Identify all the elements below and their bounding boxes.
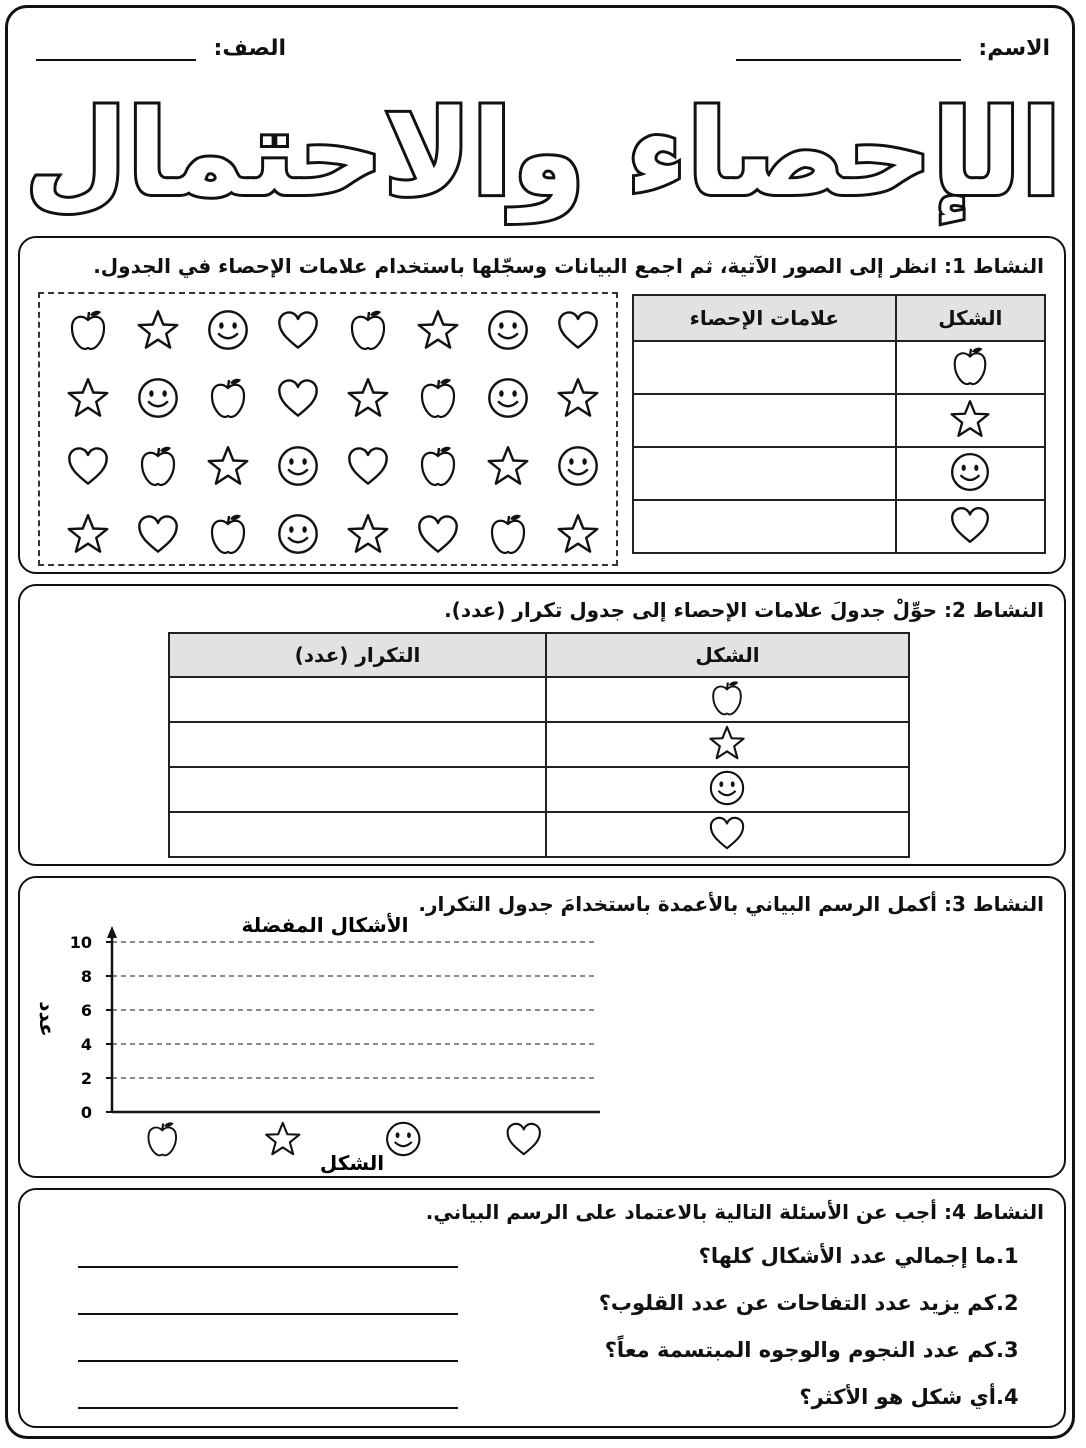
tally-table <box>632 294 1046 554</box>
apple-icon <box>206 512 250 556</box>
star-icon <box>206 444 250 488</box>
grid-cell <box>338 438 398 494</box>
grid-cell <box>198 438 258 494</box>
tally-row <box>633 341 1045 394</box>
frequency-cell[interactable] <box>169 812 546 857</box>
activity-1-box <box>18 236 1066 574</box>
apple-icon <box>66 308 110 352</box>
answer-line[interactable] <box>78 1313 458 1315</box>
grid-cell <box>338 370 398 426</box>
apple-icon <box>416 376 460 420</box>
heart-icon <box>708 814 746 852</box>
heart-icon <box>508 1124 540 1154</box>
class-field <box>36 36 286 61</box>
heart-icon <box>66 444 110 488</box>
smiley-icon <box>486 376 530 420</box>
star-icon <box>66 376 110 420</box>
question-3 <box>605 1338 1028 1362</box>
shape-cell <box>546 767 909 812</box>
grid-cell <box>198 370 258 426</box>
y-tick-label: 10 <box>69 933 92 952</box>
grid-cell <box>478 438 538 494</box>
smiley-icon <box>206 308 250 352</box>
y-tick-label: 2 <box>80 1069 92 1088</box>
activity-4-box <box>18 1188 1066 1428</box>
question-4 <box>799 1385 1028 1409</box>
class-label: الصف: <box>213 36 286 61</box>
grid-cell <box>548 370 608 426</box>
grid-cell <box>268 370 328 426</box>
grid-cell <box>408 302 468 358</box>
shape-grid <box>38 292 618 566</box>
shape-cell <box>896 394 1045 447</box>
smiley-icon <box>486 308 530 352</box>
frequency-row <box>169 677 909 722</box>
shape-cell <box>896 500 1045 553</box>
activity-2-box <box>18 584 1066 866</box>
name-line[interactable] <box>736 59 961 61</box>
heart-icon <box>949 504 991 546</box>
activity-1-instruction: النشاط 1: انظر إلى الصور الآتية، ثم اجمع البيانات وسجّلها باستخدام علامات الإحصاء في الجدول. <box>93 254 1044 278</box>
apple-icon <box>486 512 530 556</box>
star-icon <box>136 308 180 352</box>
frequency-row <box>169 722 909 767</box>
activity-4-instruction: النشاط 4: أجب عن الأسئلة التالية بالاعتماد على الرسم البياني. <box>425 1200 1044 1224</box>
shape-cell <box>896 341 1045 394</box>
shape-cell <box>546 722 909 767</box>
frequency-table <box>168 632 910 858</box>
question-number: 4. <box>996 1385 1019 1409</box>
smiley-icon <box>708 769 746 807</box>
heart-icon <box>276 308 320 352</box>
name-field <box>736 36 1050 61</box>
apple-icon <box>708 679 746 717</box>
question-1 <box>699 1244 1028 1268</box>
star-icon <box>949 398 991 440</box>
grid-cell <box>128 370 188 426</box>
grid-cell <box>478 302 538 358</box>
tally-header: علامات الإحصاء <box>633 295 896 341</box>
activity-3-box <box>18 876 1066 1178</box>
frequency-cell[interactable] <box>169 767 546 812</box>
star-icon <box>556 512 600 556</box>
shape-cell <box>546 677 909 722</box>
y-tick-label: 4 <box>80 1035 92 1054</box>
smiley-icon <box>387 1123 419 1155</box>
apple-icon <box>148 1122 176 1155</box>
page-title: الإحصاء والاحتمال <box>24 84 1062 222</box>
x-axis-label: الشكل <box>319 1151 385 1175</box>
frequency-row <box>169 812 909 857</box>
apple-icon <box>416 444 460 488</box>
star-icon <box>486 444 530 488</box>
question-number: 3. <box>996 1338 1019 1362</box>
shape-cell <box>896 447 1045 500</box>
shape-header: الشكل <box>896 295 1045 341</box>
shape-cell <box>546 812 909 857</box>
heart-icon <box>276 376 320 420</box>
tally-row <box>633 500 1045 553</box>
tally-row <box>633 447 1045 500</box>
grid-cell <box>198 302 258 358</box>
grid-cell <box>58 370 118 426</box>
star-icon <box>266 1123 299 1154</box>
apple-icon <box>206 376 250 420</box>
smiley-icon <box>276 444 320 488</box>
heart-icon <box>416 512 460 556</box>
y-axis-label: عدد <box>35 1001 59 1037</box>
apple-icon <box>136 444 180 488</box>
y-axis-arrow <box>107 926 117 938</box>
grid-cell <box>268 506 328 562</box>
activity-3-instruction: النشاط 3: أكمل الرسم البياني بالأعمدة باستخدامَ جدول التكرار. <box>418 892 1044 916</box>
tally-cell[interactable] <box>633 341 896 394</box>
tally-row <box>633 394 1045 447</box>
grid-cell <box>548 302 608 358</box>
frequency-row <box>169 767 909 812</box>
star-icon <box>66 512 110 556</box>
answer-line[interactable] <box>78 1266 458 1268</box>
shape-header-2: الشكل <box>546 633 909 677</box>
grid-cell <box>478 370 538 426</box>
y-tick-label: 0 <box>80 1103 92 1122</box>
frequency-cell[interactable] <box>169 722 546 767</box>
tally-cell[interactable] <box>633 394 896 447</box>
heart-icon <box>136 512 180 556</box>
grid-cell <box>478 506 538 562</box>
grid-cell <box>268 438 328 494</box>
question-number: 1. <box>996 1244 1019 1268</box>
heart-icon <box>346 444 390 488</box>
tally-cell[interactable] <box>633 500 896 553</box>
star-icon <box>346 376 390 420</box>
class-line[interactable] <box>36 59 196 61</box>
answer-line[interactable] <box>78 1360 458 1362</box>
question-text: أي شكل هو الأكثر؟ <box>799 1385 996 1409</box>
grid-cell <box>58 302 118 358</box>
apple-icon <box>949 345 991 387</box>
grid-cell <box>128 506 188 562</box>
question-text: ما إجمالي عدد الأشكال كلها؟ <box>698 1244 996 1268</box>
grid-cell <box>338 506 398 562</box>
star-icon <box>556 376 600 420</box>
apple-icon <box>346 308 390 352</box>
star-icon <box>708 724 746 762</box>
smiley-icon <box>949 451 991 493</box>
chart-title: الأشكال المفضلة <box>241 913 409 937</box>
grid-cell <box>548 438 608 494</box>
frequency-cell[interactable] <box>169 677 546 722</box>
grid-cell <box>128 302 188 358</box>
y-tick-label: 8 <box>80 967 92 986</box>
grid-cell <box>408 438 468 494</box>
frequency-header: التكرار (عدد) <box>169 633 546 677</box>
answer-line[interactable] <box>78 1407 458 1409</box>
grid-cell <box>268 302 328 358</box>
smiley-icon <box>136 376 180 420</box>
y-tick-label: 6 <box>80 1001 92 1020</box>
star-icon <box>416 308 460 352</box>
grid-cell <box>198 506 258 562</box>
question-2 <box>599 1291 1028 1315</box>
question-text: كم عدد النجوم والوجوه المبتسمة معاً؟ <box>604 1338 996 1362</box>
question-text: كم يزيد عدد التفاحات عن عدد القلوب؟ <box>598 1291 996 1315</box>
grid-cell <box>408 506 468 562</box>
grid-cell <box>408 370 468 426</box>
question-number: 2. <box>996 1291 1019 1315</box>
smiley-icon <box>556 444 600 488</box>
grid-cell <box>338 302 398 358</box>
name-label: الاسم: <box>978 36 1050 61</box>
grid-cell <box>58 506 118 562</box>
grid-cell <box>548 506 608 562</box>
heart-icon <box>556 308 600 352</box>
star-icon <box>346 512 390 556</box>
tally-cell[interactable] <box>633 447 896 500</box>
activity-2-instruction: النشاط 2: حوِّلْ جدولَ علامات الإحصاء إلى جدول تكرار (عدد). <box>444 598 1044 622</box>
grid-cell <box>128 438 188 494</box>
grid-cell <box>58 438 118 494</box>
smiley-icon <box>276 512 320 556</box>
bar-chart <box>20 878 1064 1176</box>
